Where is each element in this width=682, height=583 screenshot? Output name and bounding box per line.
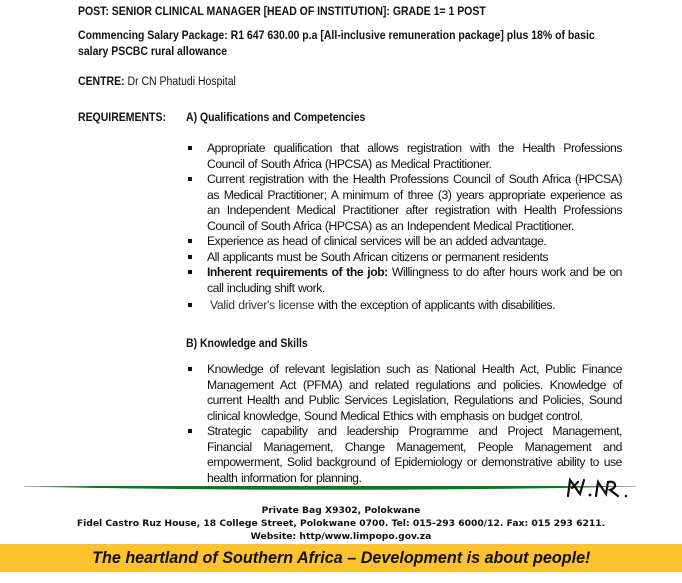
qualifications-list bbox=[186, 141, 622, 314]
list-item: Strategic capability and leadership Programme and Project Management, Financial Management, Change Management, People Management and empowerment, Solid background of Epidemiology or demonstrative ability to use health information for planning. bbox=[186, 424, 622, 486]
list-item: Experience as head of clinical services will be an added advantage. bbox=[186, 234, 622, 250]
bullet-icon bbox=[188, 270, 192, 274]
list-item bbox=[186, 265, 622, 296]
section-b-heading: B) Knowledge and Skills bbox=[186, 336, 308, 350]
license-lead: Valid driver's license bbox=[210, 298, 315, 312]
knowledge-list bbox=[186, 362, 622, 486]
section-a-heading: A) Qualifications and Competencies bbox=[186, 110, 366, 124]
footer-line-2: Fidel Castro Ruz House, 18 College Street, Polokwane 0700. Tel: 015-293 6000/12. Fax: 015 293 6211. bbox=[76, 518, 606, 529]
centre-value: Dr CN Phatudi Hospital bbox=[127, 74, 236, 88]
centre bbox=[78, 74, 236, 90]
bullet-icon bbox=[188, 255, 192, 259]
centre-label: CENTRE: bbox=[78, 74, 125, 88]
list-item: Appropriate qualification that allows registration with the Health Professions Council of South Africa (HPCSA) as Medical Practitioner. bbox=[186, 141, 622, 172]
bullet-icon bbox=[188, 239, 192, 243]
slogan-text: The heartland of Southern Africa – Development is about people! bbox=[91, 548, 591, 567]
footer-line-3: Website: http/www.limpopo.gov.za bbox=[250, 531, 432, 542]
salary-package: Commencing Salary Package: R1 647 630.00 p.a [All-inclusive remuneration package] plus 18% of basic salary PSCBC rural allowance bbox=[78, 28, 595, 58]
list-item bbox=[186, 298, 622, 314]
bullet-icon bbox=[188, 177, 192, 181]
list-item: All applicants must be South African citizens or permanent residents bbox=[186, 250, 622, 266]
inherent-requirements-text: Willingness to do after hours work and be on call including shift work. bbox=[207, 265, 622, 295]
bullet-icon bbox=[188, 303, 192, 307]
green-divider bbox=[24, 484, 636, 492]
bullet-icon bbox=[188, 429, 192, 433]
post-value: SENIOR CLINICAL MANAGER [HEAD OF INSTITUTION]: GRADE 1= 1 POST bbox=[111, 4, 486, 18]
bullet-icon bbox=[188, 367, 192, 371]
footer-address bbox=[0, 504, 682, 543]
signature bbox=[560, 474, 640, 504]
list-item: Current registration with the Health Professions Council of South Africa (HPCSA) as Medical Practitioner; A minimum of three (3) years appropriate experience as an Independent Medical Practitioner after registration with Health Professions Council of South Africa (HPCSA) as an Independent Medical Practitioner. bbox=[186, 172, 622, 234]
inherent-requirements-label: Inherent requirements of the job: bbox=[207, 265, 388, 279]
license-text: with the exception of applicants with disabilities. bbox=[314, 298, 556, 312]
bullet-icon bbox=[188, 146, 192, 150]
footer-line-1: Private Bag X9302, Polokwane bbox=[261, 505, 421, 516]
requirements-label: REQUIREMENTS: bbox=[78, 110, 166, 124]
list-item: Knowledge of relevant legislation such as National Health Act, Public Finance Management Act (PFMA) and related regulations and policies. Knowledge of current Health and Public Services Legislation, Regulations and Policies, Sound clinical knowledge, Sound Medical Ethics with emphasis on budget control. bbox=[186, 362, 622, 424]
slogan-banner bbox=[0, 544, 682, 572]
post-title bbox=[78, 4, 486, 20]
post-label: POST: bbox=[78, 4, 109, 18]
